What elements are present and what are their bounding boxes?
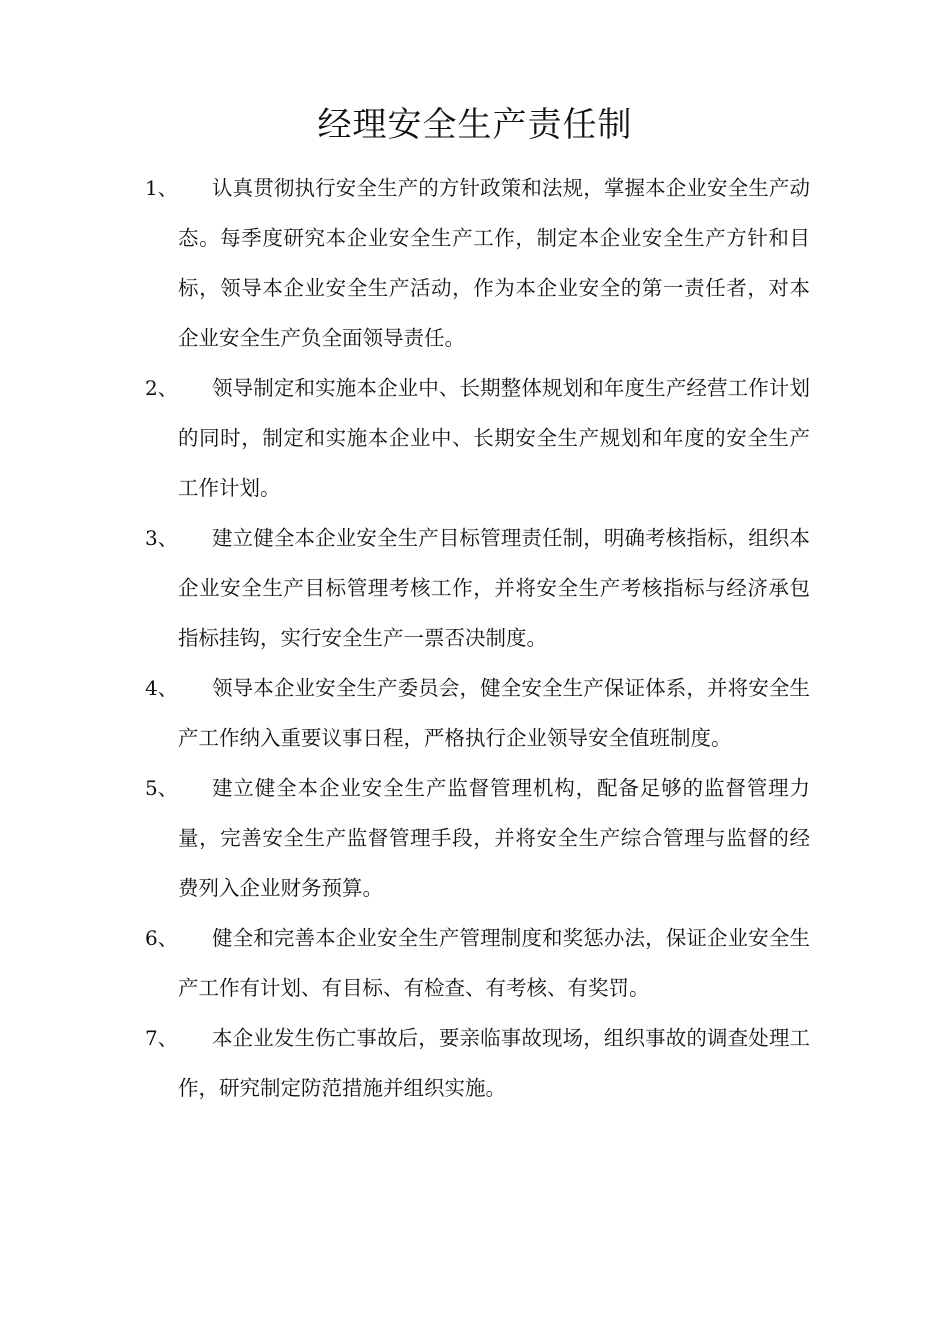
- item-number: 2、: [145, 376, 178, 400]
- list-item: [0, 163, 950, 363]
- item-number: 7、: [145, 1026, 178, 1050]
- item-text: 建立健全本企业安全生产目标管理责任制，明确考核指标，组织本企业安全生产目标管理考核工作，并将安全生产考核指标与经济承包指标挂钩，实行安全生产一票否决制度。: [178, 526, 810, 650]
- list-item: [0, 913, 950, 1013]
- item-text: 领导制定和实施本企业中、长期整体规划和年度生产经营工作计划的同时，制定和实施本企业中、长期安全生产规划和年度的安全生产工作计划。: [178, 376, 810, 500]
- item-number: 1、: [145, 176, 178, 200]
- list-item: [0, 363, 950, 513]
- item-number: 3、: [145, 526, 178, 550]
- item-text: 本企业发生伤亡事故后，要亲临事故现场，组织事故的调查处理工作，研究制定防范措施并组织实施。: [178, 1026, 810, 1100]
- item-text: 健全和完善本企业安全生产管理制度和奖惩办法，保证企业安全生产工作有计划、有目标、有检查、有考核、有奖罚。: [178, 926, 810, 1000]
- item-text: 建立健全本企业安全生产监督管理机构，配备足够的监督管理力量，完善安全生产监督管理手段，并将安全生产综合管理与监督的经费列入企业财务预算。: [178, 776, 810, 900]
- list-item: [0, 763, 950, 913]
- item-number: 5、: [145, 776, 178, 800]
- list-item: [0, 513, 950, 663]
- responsibility-list: [0, 163, 950, 1113]
- item-text: 认真贯彻执行安全生产的方针政策和法规，掌握本企业安全生产动态。每季度研究本企业安全生产工作，制定本企业安全生产方针和目标，领导本企业安全生产活动，作为本企业安全的第一责任者，对本企业安全生产负全面领导责任。: [178, 176, 810, 350]
- item-number: 6、: [145, 926, 178, 950]
- item-number: 4、: [145, 676, 178, 700]
- item-text: 领导本企业安全生产委员会，健全安全生产保证体系，并将安全生产工作纳入重要议事日程，严格执行企业领导安全值班制度。: [178, 676, 810, 750]
- list-item: [0, 663, 950, 763]
- list-item: [0, 1013, 950, 1113]
- page-title: 经理安全生产责任制: [317, 105, 633, 145]
